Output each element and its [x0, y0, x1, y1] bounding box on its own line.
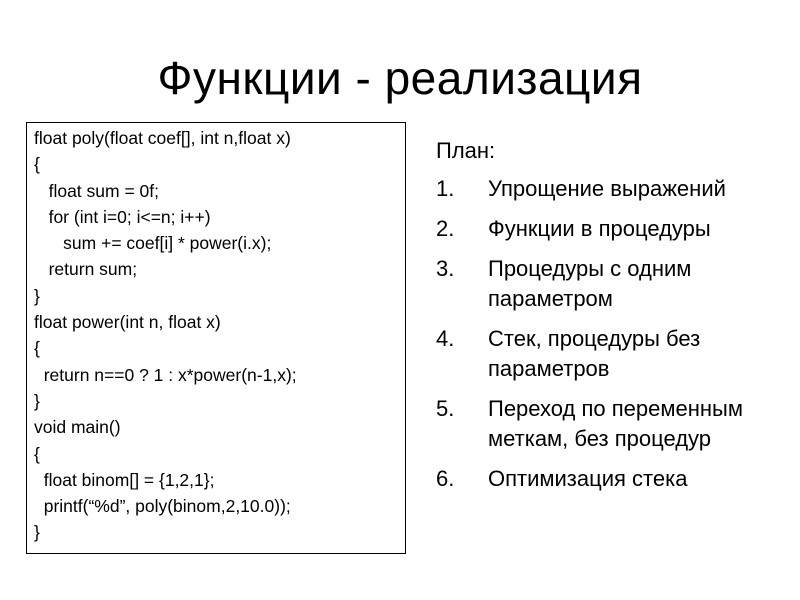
plan-item — [436, 464, 786, 494]
plan-item-text: Процедуры с одним параметром — [488, 256, 692, 311]
plan-item — [436, 174, 786, 204]
plan-item-text: Упрощение выражений — [488, 176, 726, 201]
code-line: { — [34, 338, 40, 359]
code-line: for (int i=0; i<=n; i++) — [34, 206, 211, 227]
plan-item-text: Оптимизация стека — [488, 466, 688, 491]
plan-item — [436, 214, 786, 244]
code-line: return sum; — [34, 259, 138, 280]
slide-title: Функции - реализация — [157, 52, 643, 104]
code-line: } — [34, 285, 40, 306]
code-line: void main() — [34, 417, 121, 438]
code-block — [26, 122, 406, 554]
code-line: float binom[] = {1,2,1}; — [34, 469, 215, 490]
code-line: printf(“%d”, poly(binom,2,10.0)); — [34, 496, 291, 517]
code-line: float poly(float coef[], int n,float x) — [34, 128, 291, 148]
plan-heading: План: — [436, 138, 496, 163]
code-line: return n==0 ? 1 : x*power(n-1,x); — [34, 364, 297, 385]
code-line: } — [34, 522, 40, 543]
plan-section — [436, 138, 786, 504]
code-line: { — [34, 443, 40, 464]
code-line: sum += coef[i] * power(i.x); — [34, 233, 272, 254]
plan-list — [436, 174, 786, 494]
plan-item-text: Функции в процедуры — [488, 216, 711, 241]
plan-item-number: 2. — [436, 216, 455, 241]
plan-item-number: 5. — [436, 396, 455, 421]
plan-item-number: 1. — [436, 176, 455, 201]
plan-item — [436, 394, 786, 454]
plan-item — [436, 324, 786, 384]
plan-item-number: 6. — [436, 466, 455, 491]
plan-item-text: Переход по переменным меткам, без процедур — [488, 396, 743, 451]
plan-item-number: 3. — [436, 256, 455, 281]
code-line: { — [34, 154, 40, 175]
plan-item — [436, 254, 786, 314]
plan-item-number: 4. — [436, 326, 455, 351]
code-line: } — [34, 390, 40, 411]
code-line: float power(int n, float x) — [34, 312, 221, 333]
plan-item-text: Стек, процедуры без параметров — [488, 326, 701, 381]
code-line: float sum = 0f; — [34, 180, 159, 201]
